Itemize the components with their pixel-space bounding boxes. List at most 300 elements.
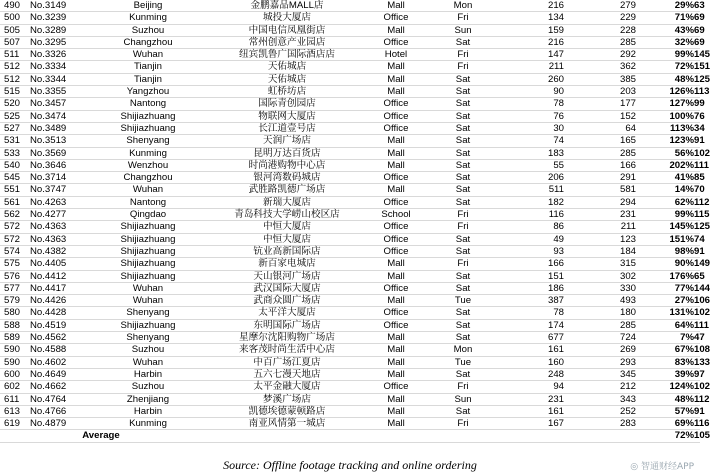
- store-name-cell: 武商众圆广场店: [202, 295, 372, 307]
- store-code-cell: No.4602: [30, 356, 94, 368]
- orders-cell: 152: [564, 110, 636, 122]
- store-code-cell: No.3295: [30, 36, 94, 48]
- visitors-cell: 30: [506, 122, 564, 134]
- table-row: [0, 98, 700, 110]
- count-cell: 115: [694, 209, 710, 221]
- table-row: [0, 49, 700, 61]
- visitors-cell: 161: [506, 344, 564, 356]
- day-cell: Sun: [420, 393, 506, 405]
- visitors-cell: 151: [506, 270, 564, 282]
- city-cell: Kunming: [94, 418, 202, 430]
- count-cell: 76: [694, 110, 705, 122]
- orders-cell: 212: [564, 381, 636, 393]
- growth-pct-cell: 71%: [636, 12, 694, 24]
- table-row: [0, 172, 700, 184]
- store-name-cell: 天山银河广场店: [202, 270, 372, 282]
- location-type-cell: Mall: [372, 159, 420, 171]
- growth-pct-cell: 151%: [636, 233, 694, 245]
- store-name-cell: 国际青创园店: [202, 98, 372, 110]
- city-cell: Harbin: [94, 368, 202, 380]
- visitors-cell: 74: [506, 135, 564, 147]
- row-index-cell: 588: [0, 319, 30, 331]
- count-cell: 91: [694, 405, 705, 417]
- store-code-cell: No.3326: [30, 49, 94, 61]
- orders-cell: 177: [564, 98, 636, 110]
- orders-cell: 165: [564, 135, 636, 147]
- row-index-cell: 576: [0, 270, 30, 282]
- growth-pct-cell: 32%: [636, 36, 694, 48]
- city-cell: Shenyang: [94, 135, 202, 147]
- city-cell: Shijiazhuang: [94, 110, 202, 122]
- row-index-cell: 531: [0, 135, 30, 147]
- day-cell: Fri: [420, 221, 506, 233]
- store-name-cell: 中恒大厦店: [202, 233, 372, 245]
- row-index-cell: 572: [0, 233, 30, 245]
- store-name-cell: 天佑城店: [202, 61, 372, 73]
- count-cell: 113: [694, 86, 710, 98]
- store-code-cell: No.3513: [30, 135, 94, 147]
- store-name-cell: 昆明万达百货店: [202, 147, 372, 159]
- store-code-cell: No.3289: [30, 24, 94, 36]
- growth-pct-cell: 176%: [636, 270, 694, 282]
- city-cell: Tianjin: [94, 61, 202, 73]
- city-cell: Changzhou: [94, 36, 202, 48]
- store-code-cell: No.3747: [30, 184, 94, 196]
- count-cell: 125: [694, 73, 710, 85]
- table-row: [0, 233, 700, 245]
- city-cell: Suzhou: [94, 24, 202, 36]
- orders-cell: 228: [564, 24, 636, 36]
- visitors-cell: 160: [506, 356, 564, 368]
- visitors-cell: 260: [506, 73, 564, 85]
- count-cell: 47: [694, 332, 705, 344]
- location-type-cell: Office: [372, 98, 420, 110]
- store-code-cell: No.3149: [30, 0, 94, 12]
- location-type-cell: Office: [372, 307, 420, 319]
- growth-pct-cell: 72%: [636, 61, 694, 73]
- table-row: [0, 332, 700, 344]
- table-row: [0, 245, 700, 257]
- store-code-cell: No.3569: [30, 147, 94, 159]
- location-type-cell: Mall: [372, 147, 420, 159]
- visitors-cell: 94: [506, 381, 564, 393]
- table-row: [0, 86, 700, 98]
- table-row: [0, 36, 700, 48]
- orders-cell: 184: [564, 245, 636, 257]
- orders-cell: 229: [564, 12, 636, 24]
- orders-cell: 283: [564, 418, 636, 430]
- orders-cell: 315: [564, 258, 636, 270]
- store-name-cell: 新百家电城店: [202, 258, 372, 270]
- source-caption: Source: Offline footage tracking and online ordering: [223, 458, 477, 472]
- count-cell: 85: [694, 172, 705, 184]
- city-cell: Shenyang: [94, 307, 202, 319]
- location-type-cell: Office: [372, 196, 420, 208]
- row-index-cell: 572: [0, 221, 30, 233]
- location-type-cell: Office: [372, 122, 420, 134]
- location-type-cell: Office: [372, 221, 420, 233]
- store-code-cell: No.4426: [30, 295, 94, 307]
- row-index-cell: 575: [0, 258, 30, 270]
- store-name-cell: 南亚风情第一城店: [202, 418, 372, 430]
- city-cell: Nantong: [94, 196, 202, 208]
- orders-cell: 180: [564, 307, 636, 319]
- city-cell: Wuhan: [94, 356, 202, 368]
- count-cell: 111: [694, 159, 709, 171]
- store-name-cell: 星摩尔沈阳购物广场店: [202, 332, 372, 344]
- day-cell: Fri: [420, 49, 506, 61]
- average-row: [0, 430, 700, 442]
- location-type-cell: Mall: [372, 61, 420, 73]
- city-cell: Tianjin: [94, 73, 202, 85]
- count-cell: 133: [694, 356, 710, 368]
- store-name-cell: 常州创意产业园店: [202, 36, 372, 48]
- row-index-cell: 590: [0, 344, 30, 356]
- day-cell: Sat: [420, 147, 506, 159]
- growth-pct-cell: 126%: [636, 86, 694, 98]
- growth-pct-cell: 83%: [636, 356, 694, 368]
- row-index-cell: 589: [0, 332, 30, 344]
- growth-pct-cell: 43%: [636, 24, 694, 36]
- location-type-cell: Office: [372, 245, 420, 257]
- row-index-cell: 511: [0, 49, 30, 61]
- orders-cell: 302: [564, 270, 636, 282]
- count-cell: 97: [694, 368, 705, 380]
- visitors-cell: 183: [506, 147, 564, 159]
- orders-cell: 166: [564, 159, 636, 171]
- city-cell: Wuhan: [94, 184, 202, 196]
- table-row: [0, 381, 700, 393]
- visitors-cell: 116: [506, 209, 564, 221]
- city-cell: Shijiazhuang: [94, 122, 202, 134]
- table-row: [0, 110, 700, 122]
- day-cell: Fri: [420, 12, 506, 24]
- orders-cell: 345: [564, 368, 636, 380]
- spacer: [202, 430, 636, 442]
- location-type-cell: Hotel: [372, 49, 420, 61]
- row-index-cell: 527: [0, 122, 30, 134]
- count-cell: 151: [694, 61, 710, 73]
- city-cell: Kunming: [94, 12, 202, 24]
- day-cell: Sat: [420, 122, 506, 134]
- visitors-cell: 387: [506, 295, 564, 307]
- row-index-cell: 520: [0, 98, 30, 110]
- row-index-cell: 540: [0, 159, 30, 171]
- count-cell: 108: [694, 344, 710, 356]
- city-cell: Beijing: [94, 0, 202, 12]
- growth-pct-cell: 39%: [636, 368, 694, 380]
- row-index-cell: 545: [0, 172, 30, 184]
- store-name-cell: 太平洋大厦店: [202, 307, 372, 319]
- store-code-cell: No.4382: [30, 245, 94, 257]
- day-cell: Sun: [420, 24, 506, 36]
- row-index-cell: 619: [0, 418, 30, 430]
- growth-pct-cell: 90%: [636, 258, 694, 270]
- orders-cell: 362: [564, 61, 636, 73]
- table-row: [0, 12, 700, 24]
- orders-cell: 279: [564, 0, 636, 12]
- row-index-cell: 602: [0, 381, 30, 393]
- city-cell: Shijiazhuang: [94, 258, 202, 270]
- city-cell: Shenyang: [94, 332, 202, 344]
- orders-cell: 330: [564, 282, 636, 294]
- row-index-cell: 512: [0, 73, 30, 85]
- count-cell: 149: [694, 258, 710, 270]
- store-code-cell: No.4412: [30, 270, 94, 282]
- visitors-cell: 134: [506, 12, 564, 24]
- orders-cell: 123: [564, 233, 636, 245]
- location-type-cell: Mall: [372, 393, 420, 405]
- location-type-cell: Mall: [372, 418, 420, 430]
- orders-cell: 231: [564, 209, 636, 221]
- table-row: [0, 270, 700, 282]
- visitors-cell: 78: [506, 98, 564, 110]
- location-type-cell: Mall: [372, 258, 420, 270]
- growth-pct-cell: 41%: [636, 172, 694, 184]
- orders-cell: 203: [564, 86, 636, 98]
- location-type-cell: Office: [372, 36, 420, 48]
- orders-cell: 385: [564, 73, 636, 85]
- location-type-cell: Mall: [372, 332, 420, 344]
- day-cell: Sat: [420, 184, 506, 196]
- store-code-cell: No.3344: [30, 73, 94, 85]
- day-cell: Fri: [420, 258, 506, 270]
- growth-pct-cell: 100%: [636, 110, 694, 122]
- row-index-cell: 533: [0, 147, 30, 159]
- store-name-cell: 长江道壹号店: [202, 122, 372, 134]
- growth-pct-cell: 127%: [636, 98, 694, 110]
- count-cell: 116: [694, 418, 710, 430]
- count-cell: 91: [694, 135, 705, 147]
- location-type-cell: Office: [372, 172, 420, 184]
- growth-pct-cell: 124%: [636, 381, 694, 393]
- store-name-cell: 中恒大厦店: [202, 221, 372, 233]
- city-cell: Zhenjiang: [94, 393, 202, 405]
- row-index-cell: 512: [0, 61, 30, 73]
- row-index-cell: 490: [0, 0, 30, 12]
- visitors-cell: 78: [506, 307, 564, 319]
- city-cell: Suzhou: [94, 381, 202, 393]
- growth-pct-cell: 48%: [636, 393, 694, 405]
- location-type-cell: Office: [372, 110, 420, 122]
- growth-pct-cell: 202%: [636, 159, 694, 171]
- row-index-cell: 551: [0, 184, 30, 196]
- location-type-cell: Mall: [372, 184, 420, 196]
- row-index-cell: 611: [0, 393, 30, 405]
- location-type-cell: Mall: [372, 344, 420, 356]
- store-name-cell: 太平金融大厦店: [202, 381, 372, 393]
- row-index-cell: 613: [0, 405, 30, 417]
- row-index-cell: 505: [0, 24, 30, 36]
- store-code-cell: No.4879: [30, 418, 94, 430]
- store-name-cell: 虹桥坊店: [202, 86, 372, 98]
- store-code-cell: No.3474: [30, 110, 94, 122]
- store-code-cell: No.4428: [30, 307, 94, 319]
- growth-pct-cell: 145%: [636, 221, 694, 233]
- row-index-cell: 579: [0, 295, 30, 307]
- city-cell: Harbin: [94, 405, 202, 417]
- growth-pct-cell: 64%: [636, 319, 694, 331]
- visitors-cell: 76: [506, 110, 564, 122]
- day-cell: Tue: [420, 356, 506, 368]
- city-cell: Changzhou: [94, 172, 202, 184]
- table-row: [0, 73, 700, 85]
- count-cell: 112: [694, 196, 710, 208]
- day-cell: Sat: [420, 282, 506, 294]
- orders-cell: 581: [564, 184, 636, 196]
- orders-cell: 211: [564, 221, 636, 233]
- day-cell: Sat: [420, 245, 506, 257]
- table-row: [0, 221, 700, 233]
- growth-pct-cell: 67%: [636, 344, 694, 356]
- city-cell: Wuhan: [94, 49, 202, 61]
- day-cell: Sat: [420, 172, 506, 184]
- city-cell: Shijiazhuang: [94, 245, 202, 257]
- store-code-cell: No.4263: [30, 196, 94, 208]
- day-cell: Sat: [420, 86, 506, 98]
- store-code-cell: No.4417: [30, 282, 94, 294]
- table-row: [0, 356, 700, 368]
- visitors-cell: 216: [506, 0, 564, 12]
- day-cell: Sat: [420, 319, 506, 331]
- visitors-cell: 206: [506, 172, 564, 184]
- city-cell: Nantong: [94, 98, 202, 110]
- store-code-cell: No.4363: [30, 221, 94, 233]
- store-code-cell: No.4766: [30, 405, 94, 417]
- location-type-cell: Mall: [372, 405, 420, 417]
- table-row: [0, 368, 700, 380]
- location-type-cell: Mall: [372, 270, 420, 282]
- store-name-cell: 钪业高新国际店: [202, 245, 372, 257]
- store-code-cell: No.4649: [30, 368, 94, 380]
- day-cell: Mon: [420, 0, 506, 12]
- count-cell: 125: [694, 221, 710, 233]
- city-cell: Kunming: [94, 147, 202, 159]
- city-cell: Wenzhou: [94, 159, 202, 171]
- store-code-cell: No.3457: [30, 98, 94, 110]
- row-index-cell: 574: [0, 245, 30, 257]
- city-cell: Shijiazhuang: [94, 221, 202, 233]
- store-code-cell: No.4562: [30, 332, 94, 344]
- city-cell: Wuhan: [94, 295, 202, 307]
- count-cell: 112: [694, 393, 710, 405]
- table-row: [0, 147, 700, 159]
- day-cell: Sat: [420, 332, 506, 344]
- count-cell: 111: [694, 319, 709, 331]
- city-cell: Shijiazhuang: [94, 233, 202, 245]
- growth-pct-cell: 131%: [636, 307, 694, 319]
- store-code-cell: No.4662: [30, 381, 94, 393]
- store-name-cell: 天润广场店: [202, 135, 372, 147]
- store-code-cell: No.3714: [30, 172, 94, 184]
- orders-cell: 269: [564, 344, 636, 356]
- store-code-cell: No.4405: [30, 258, 94, 270]
- visitors-cell: 90: [506, 86, 564, 98]
- table-row: [0, 282, 700, 294]
- orders-cell: 292: [564, 49, 636, 61]
- row-index-cell: 580: [0, 307, 30, 319]
- row-index-cell: 561: [0, 196, 30, 208]
- store-code-cell: No.4277: [30, 209, 94, 221]
- location-type-cell: Office: [372, 282, 420, 294]
- table-row: [0, 122, 700, 134]
- store-name-cell: 中国电信凤凰街店: [202, 24, 372, 36]
- location-type-cell: Mall: [372, 86, 420, 98]
- count-cell: 144: [694, 282, 710, 294]
- store-name-cell: 纽宾凯鲁广国际酒店店: [202, 49, 372, 61]
- watermark: ◎ 智通财经APP: [630, 462, 694, 472]
- visitors-cell: 231: [506, 393, 564, 405]
- location-type-cell: Mall: [372, 135, 420, 147]
- store-name-cell: 中百广场江夏店: [202, 356, 372, 368]
- day-cell: Sat: [420, 196, 506, 208]
- table-row: [0, 135, 700, 147]
- growth-pct-cell: 123%: [636, 135, 694, 147]
- table-row: [0, 159, 700, 171]
- growth-pct-cell: 48%: [636, 73, 694, 85]
- row-index-cell: 590: [0, 356, 30, 368]
- count-cell: 145: [694, 49, 710, 61]
- average-count: 105: [694, 430, 710, 442]
- growth-pct-cell: 14%: [636, 184, 694, 196]
- count-cell: 63: [694, 0, 705, 11]
- row-index-cell: 525: [0, 110, 30, 122]
- count-cell: 99: [694, 98, 705, 110]
- day-cell: Sat: [420, 159, 506, 171]
- row-index-cell: 515: [0, 86, 30, 98]
- growth-pct-cell: 69%: [636, 418, 694, 430]
- store-code-cell: No.4363: [30, 233, 94, 245]
- location-type-cell: Mall: [372, 356, 420, 368]
- row-index-cell: 577: [0, 282, 30, 294]
- store-name-cell: 新瑞大厦店: [202, 196, 372, 208]
- store-name-cell: 天佑城店: [202, 73, 372, 85]
- count-cell: 34: [694, 122, 705, 134]
- visitors-cell: 511: [506, 184, 564, 196]
- orders-cell: 252: [564, 405, 636, 417]
- orders-cell: 285: [564, 319, 636, 331]
- visitors-cell: 211: [506, 61, 564, 73]
- orders-cell: 343: [564, 393, 636, 405]
- visitors-cell: 677: [506, 332, 564, 344]
- city-cell: Qingdao: [94, 209, 202, 221]
- day-cell: Sat: [420, 307, 506, 319]
- store-code-cell: No.3355: [30, 86, 94, 98]
- count-cell: 70: [694, 184, 705, 196]
- location-type-cell: Office: [372, 233, 420, 245]
- day-cell: Sat: [420, 270, 506, 282]
- store-code-cell: No.4764: [30, 393, 94, 405]
- growth-pct-cell: 62%: [636, 196, 694, 208]
- growth-pct-cell: 27%: [636, 295, 694, 307]
- orders-cell: 493: [564, 295, 636, 307]
- growth-pct-cell: 56%: [636, 147, 694, 159]
- store-name-cell: 五六七漫天地店: [202, 368, 372, 380]
- average-label: Average: [0, 430, 202, 442]
- visitors-cell: 86: [506, 221, 564, 233]
- store-name-cell: 武胜路凯德广场店: [202, 184, 372, 196]
- day-cell: Fri: [420, 418, 506, 430]
- count-cell: 91: [694, 245, 705, 257]
- visitors-cell: 93: [506, 245, 564, 257]
- growth-pct-cell: 29%: [636, 0, 694, 12]
- visitors-cell: 147: [506, 49, 564, 61]
- visitors-cell: 49: [506, 233, 564, 245]
- growth-pct-cell: 77%: [636, 282, 694, 294]
- location-type-cell: Office: [372, 12, 420, 24]
- store-name-cell: 物联网大厦店: [202, 110, 372, 122]
- count-cell: 74: [694, 233, 705, 245]
